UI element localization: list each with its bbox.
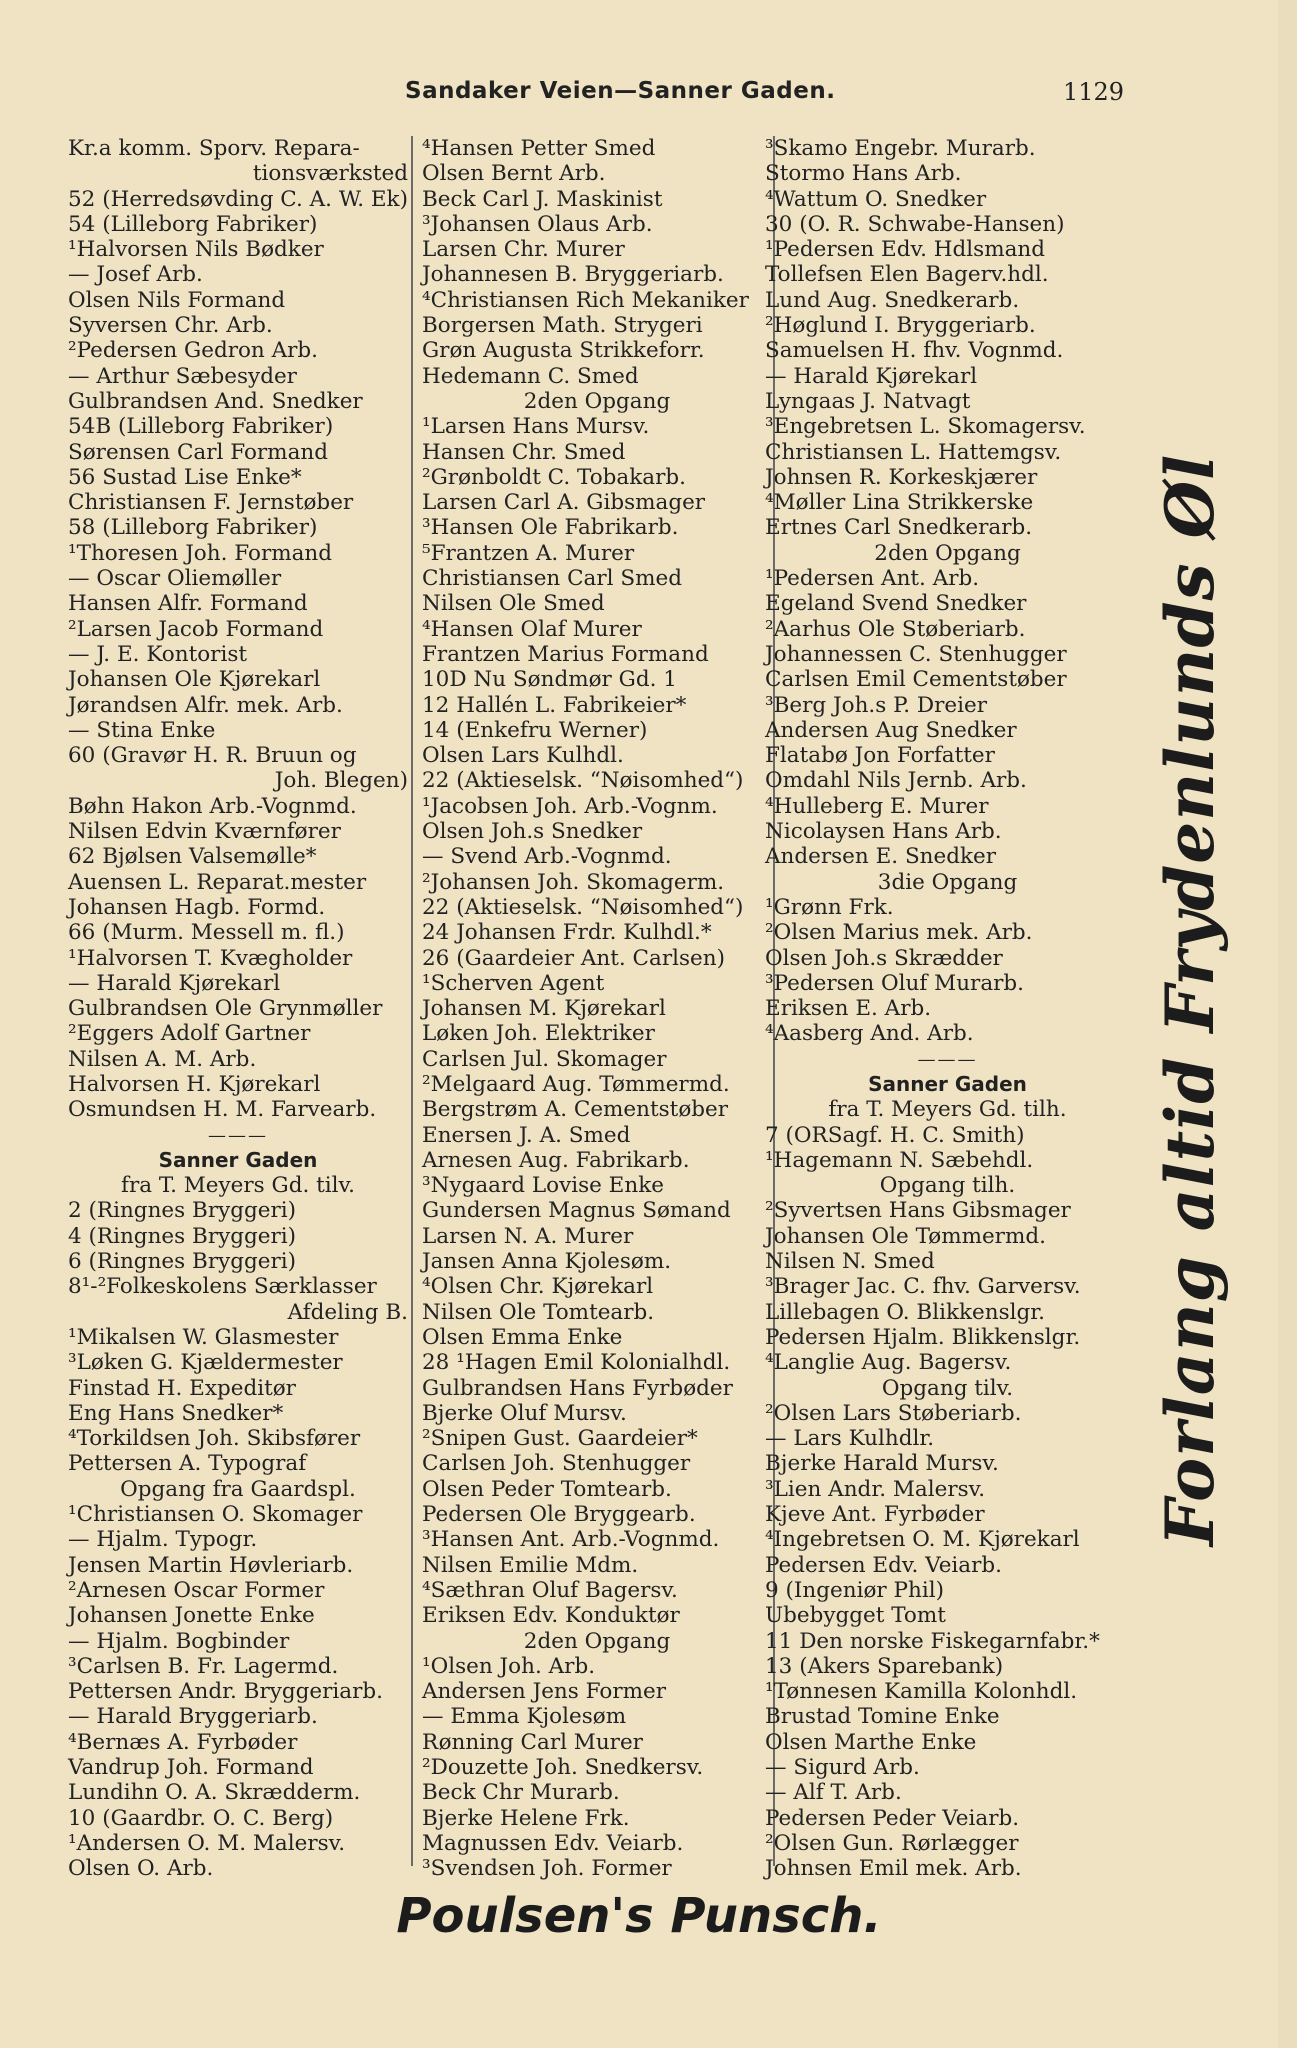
directory-entry: ³Berg Joh.s P. Dreier [765,692,988,718]
directory-entry: 30 (O. R. Schwabe-Hansen) [765,211,1065,237]
directory-entry: ³Johansen Olaus Arb. [422,211,653,237]
directory-entry: ³Svendsen Joh. Former [422,1856,672,1882]
directory-entry: fra T. Meyers Gd. tilv. [121,1173,355,1199]
directory-entry: Johansen Ole Tømmermd. [765,1223,1046,1249]
directory-entry: fra T. Meyers Gd. tilh. [828,1097,1067,1123]
directory-entry: ⁴Torkildsen Joh. Skibsfører [68,1426,361,1452]
directory-entry: Pedersen Hjalm. Blikkenslgr. [765,1324,1081,1350]
directory-entry: 13 (Akers Sparebank) [765,1653,1004,1679]
directory-entry: Gulbrandsen Ole Grynmøller [68,996,383,1022]
directory-entry: Syversen Chr. Arb. [68,313,273,339]
directory-entry: ⁴Christiansen Rich Mekaniker [422,287,749,313]
directory-entry: Olsen O. Arb. [68,1856,214,1882]
directory-entry: ²Melgaard Aug. Tømmermd. [422,1071,730,1097]
section-separator: ——— [917,1048,978,1070]
directory-entry: ¹Pedersen Edv. Hdlsmand [765,237,1046,263]
directory-entry: ³Carlsen B. Fr. Lagermd. [68,1653,339,1679]
directory-entry: ¹Olsen Joh. Arb. [422,1653,596,1679]
directory-entry: Lundihn O. A. Skrædderm. [68,1780,361,1806]
directory-entry: Jensen Martin Høvleriarb. [68,1552,354,1578]
directory-entry: Larsen N. A. Murer [422,1223,634,1249]
directory-entry: ³Hansen Ant. Arb.-Vognmd. [422,1527,720,1553]
directory-entry: ¹Jacobsen Joh. Arb.-Vognm. [422,793,718,819]
directory-entry: Christiansen L. Hattemgsv. [765,439,1062,465]
directory-entry: Olsen Nils Formand [68,287,286,313]
directory-entry: Gulbrandsen And. Snedker [68,388,363,414]
directory-entry: — Alf T. Arb. [765,1780,902,1806]
directory-entry: ²Grønboldt C. Tobakarb. [422,464,686,490]
directory-entry: 2den Opgang [874,540,1021,566]
directory-entry: ⁴Hansen Olaf Murer [422,616,642,642]
vertical-advertisement: Forlang altid Frydenlunds Øl [1151,453,1229,1547]
directory-entry: Andersen E. Snedker [765,844,997,870]
directory-entry: Osmundsen H. M. Farvearb. [68,1097,377,1123]
directory-entry: 7 (ORSagf. H. C. Smith) [765,1122,1025,1148]
directory-entry: Joh. Blegen) [274,768,408,794]
directory-entry: Olsen Marthe Enke [765,1729,977,1755]
directory-entry: Johansen Jonette Enke [68,1603,315,1629]
directory-entry: Johansen Hagb. Formd. [68,894,326,920]
directory-entry: ³Lien Andr. Malersv. [765,1476,986,1502]
directory-entry: ⁴Møller Lina Strikkerske [765,490,1034,516]
directory-entry: Gulbrandsen Hans Fyrbøder [422,1375,733,1401]
directory-entry: Sørensen Carl Formand [68,439,328,465]
directory-entry: 56 Sustad Lise Enke* [68,464,302,490]
directory-entry: ²Olsen Lars Støberiarb. [765,1400,1022,1426]
directory-entry: Carlsen Joh. Stenhugger [422,1451,691,1477]
directory-entry: 3die Opgang [877,869,1018,895]
directory-entry: ¹Grønn Frk. [765,894,894,920]
directory-entry: ²Aarhus Ole Støberiarb. [765,616,1026,642]
directory-entry: Eriksen Edv. Konduktør [422,1603,680,1629]
directory-entry: Jørandsen Alfr. mek. Arb. [68,692,343,718]
directory-entry: ³Hansen Ole Fabrikarb. [422,515,679,541]
directory-entry: Johansen M. Kjørekarl [422,996,666,1022]
page-header [0,78,1278,114]
directory-entry: ¹Larsen Hans Mursv. [422,414,650,440]
section-heading: Sanner Gaden [158,1147,318,1172]
directory-entry: Nilsen Ole Tomtearb. [422,1299,655,1325]
directory-entry: Johannessen C. Stenhugger [765,641,1067,667]
directory-entry: Magnussen Edv. Veiarb. [422,1830,684,1856]
running-title: Sandaker Veien—Sanner Gaden. [405,78,836,104]
directory-entry: ³Løken G. Kjældermester [68,1350,343,1376]
directory-entry: 22 (Aktieselsk. “Nøisomhed“) [422,768,744,794]
directory-entry: 12 Hallén L. Fabrikeier* [422,692,687,718]
directory-entry: ⁴Aasberg And. Arb. [765,1021,974,1047]
directory-entry: 60 (Gravør H. R. Bruun og [68,743,357,769]
directory-entry: ⁴Bernæs A. Fyrbøder [68,1729,298,1755]
directory-entry: Larsen Chr. Murer [422,237,625,263]
directory-entry: 10D Nu Søndmør Gd. 1 [422,667,677,693]
directory-entry: Grøn Augusta Strikkeforr. [422,338,705,364]
directory-entry: Hansen Alfr. Formand [68,591,308,617]
directory-entry: Brustad Tomine Enke [765,1704,1000,1730]
directory-entry: Bjerke Oluf Mursv. [422,1400,627,1426]
directory-entry: ⁴Hulleberg E. Murer [765,793,989,819]
directory-entry: Olsen Lars Kulhdl. [422,743,624,769]
directory-entry: Christiansen F. Jernstøber [68,490,354,516]
directory-entry: Eng Hans Snedker* [68,1400,284,1426]
directory-entry: ²Olsen Marius mek. Arb. [765,920,1033,946]
directory-entry: Arnesen Aug. Fabrikarb. [422,1147,690,1173]
directory-entry: ⁴Langlie Aug. Bagersv. [765,1350,1012,1376]
directory-entry: ²Eggers Adolf Gartner [68,1021,311,1047]
directory-entry: ¹Halvorsen Nils Bødker [68,237,324,263]
directory-entry: ²Høglund I. Bryggeriarb. [765,313,1036,339]
column-3 [765,136,1130,1881]
directory-entry: Andersen Jens Former [422,1679,666,1705]
directory-entry: 8¹-²Folkeskolens Særklasser [68,1274,377,1300]
directory-entry: 2 (Ringnes Bryggeri) [68,1198,297,1224]
directory-entry: 54 (Lilleborg Fabriker) [68,211,318,237]
directory-entry: Beck Chr Murarb. [422,1780,620,1806]
directory-entry: ¹Christiansen O. Skomager [68,1502,363,1528]
directory-entry: ¹Thoresen Joh. Formand [68,540,333,566]
directory-entry: Hedemann C. Smed [422,363,639,389]
directory-entry: 66 (Murm. Messell m. fl.) [68,920,345,946]
directory-entry: Kjeve Ant. Fyrbøder [765,1502,985,1528]
directory-entry: ⁴Ingebretsen O. M. Kjørekarl [765,1527,1080,1553]
page-number: 1129 [1063,78,1125,106]
directory-entry: Olsen Peder Tomtearb. [422,1476,672,1502]
directory-entry: tionsværksted [252,161,408,187]
directory-entry: Frantzen Marius Formand [422,641,709,667]
directory-entry: 2den Opgang [523,1628,671,1654]
directory-entry: 4 (Ringnes Bryggeri) [68,1223,297,1249]
directory-entry: 28 ¹Hagen Emil Kolonialhdl. [422,1350,731,1376]
directory-entry: 6 (Ringnes Bryggeri) [68,1249,297,1275]
directory-entry: Kr.a komm. Sporv. Repara- [68,136,360,161]
directory-entry: Johannesen B. Bryggeriarb. [422,262,724,288]
directory-entry: ⁴Hansen Petter Smed [422,136,656,161]
directory-entry: Borgersen Math. Strygeri [422,313,703,339]
column-1 [68,136,408,1881]
directory-entry: ²Douzette Joh. Snedkersv. [422,1755,704,1780]
directory-entry: 22 (Aktieselsk. “Nøisomhed“) [422,894,744,920]
directory-entry: Nilsen Ole Smed [422,591,605,617]
directory-entry: Finstad H. Expeditør [68,1375,296,1401]
directory-entry: Nilsen A. M. Arb. [68,1046,257,1072]
directory-entry: Nilsen Emilie Mdm. [422,1552,639,1578]
directory-entry: Nilsen N. Smed [765,1249,935,1275]
directory-entry: Afdeling B. [287,1299,408,1325]
directory-entry: 11 Den norske Fiskegarnfabr.* [765,1628,1100,1654]
directory-entry: Bøhn Hakon Arb.-Vognmd. [68,793,357,819]
directory-entry: Lyngaas J. Natvagt [765,388,971,414]
directory-entry: Lillebagen O. Blikkenslgr. [765,1299,1046,1325]
directory-entry: Opgang tilh. [879,1173,1016,1199]
directory-entry: Tollefsen Elen Bagerv.hdl. [765,262,1049,288]
directory-entry: 26 (Gaardeier Ant. Carlsen) [422,945,725,971]
directory-entry: Gundersen Magnus Sømand [422,1198,731,1224]
directory-entry: Bjerke Helene Frk. [422,1805,630,1831]
directory-entry: Carlsen Emil Cementstøber [765,667,1067,693]
directory-entry: Olsen Joh.s Skrædder [765,945,1003,971]
directory-entry: ²Larsen Jacob Formand [68,616,324,642]
directory-entry: — Harald Kjørekarl [765,363,978,389]
directory-entry: 10 (Gaardbr. O. C. Berg) [68,1805,334,1831]
directory-entry: ²Pedersen Gedron Arb. [68,338,319,364]
column-2 [422,136,772,1881]
directory-entry: ⁴Wattum O. Snedker [765,186,987,212]
directory-entry: Nilsen Edvin Kværnfører [68,819,341,845]
directory-entry: 24 Johansen Frdr. Kulhdl.* [422,920,712,946]
directory-entry: ²Arnesen Oscar Former [68,1577,325,1603]
directory-entry: ²Syvertsen Hans Gibsmager [765,1198,1071,1224]
directory-entry: Pedersen Ole Bryggearb. [422,1502,696,1528]
directory-entry: ³Nygaard Lovise Enke [422,1173,664,1199]
directory-entry: ¹Halvorsen T. Kvægholder [68,945,353,971]
directory-entry: — Svend Arb.-Vognmd. [422,844,672,870]
directory-entry: ¹Pedersen Ant. Arb. [765,566,980,592]
directory-entry: — Hjalm. Bogbinder [68,1628,290,1654]
directory-entry: Pettersen A. Typograf [68,1451,307,1477]
directory-entry: 62 Bjølsen Valsemølle* [68,844,317,870]
directory-entry: Pedersen Edv. Veiarb. [765,1552,1002,1578]
directory-entry: Auensen L. Reparat.mester [68,869,367,895]
directory-entry: Vandrup Joh. Formand [68,1755,314,1780]
directory-entry: Lund Aug. Snedkerarb. [765,287,1020,313]
directory-entry: Johnsen R. Korkeskjærer [765,464,1038,490]
directory-entry: Beck Carl J. Maskinist [422,186,663,212]
directory-entry: — Oscar Oliemøller [68,566,282,592]
directory-entry: 2den Opgang [523,388,671,414]
directory-entry: ³Engebretsen L. Skomagersv. [765,414,1086,440]
directory-entry: Pettersen Andr. Bryggeriarb. [68,1679,383,1705]
directory-entry: Bjerke Harald Mursv. [765,1451,999,1477]
directory-entry: Egeland Svend Snedker [765,591,1027,617]
directory-entry: — Arthur Sæbesyder [68,363,297,389]
directory-entry: Ubebygget Tomt [765,1603,946,1629]
directory-entry: Christiansen Carl Smed [422,566,682,592]
directory-entry: ¹Mikalsen W. Glasmester [68,1324,339,1350]
directory-entry: ⁴Olsen Chr. Kjørekarl [422,1274,654,1300]
directory-entry: Carlsen Jul. Skomager [422,1046,667,1072]
directory-entry: Hansen Chr. Smed [422,439,626,465]
directory-entry: Andersen Aug Snedker [765,717,1017,743]
directory-entry: ¹Hagemann N. Sæbehdl. [765,1147,1034,1173]
directory-entry: Pedersen Peder Veiarb. [765,1805,1020,1831]
directory-entry: — Lars Kulhdlr. [765,1426,935,1452]
directory-entry: 9 (Ingeniør Phil) [765,1577,944,1603]
directory-entry: ³Skamo Engebr. Murarb. [765,136,1036,161]
directory-entry: Løken Joh. Elektriker [422,1021,655,1047]
directory-entry: ⁴Sæthran Oluf Bagersv. [422,1577,678,1603]
directory-entry: Johnsen Emil mek. Arb. [765,1856,1022,1882]
directory-entry: Ertnes Carl Snedkerarb. [765,515,1033,541]
directory-entry: ²Johansen Joh. Skomagerm. [422,869,725,895]
directory-entry: Omdahl Nils Jernb. Arb. [765,768,1027,794]
directory-entry: Bergstrøm A. Cementstøber [422,1097,729,1123]
directory-entry: 58 (Lilleborg Fabriker) [68,515,318,541]
directory-entry: — Harald Kjørekarl [68,970,281,996]
directory-entry: Flatabø Jon Forfatter [765,743,995,769]
section-separator: ——— [208,1124,268,1146]
directory-entry: 52 (Herredsøvding C. A. W. Ek) [68,186,408,212]
directory-entry: — J. E. Kontorist [68,641,248,667]
directory-entry: Johansen Ole Kjørekarl [68,667,321,693]
bottom-advertisement: Poulsen's Punsch. [396,1888,882,1944]
directory-entry: ²Snipen Gust. Gaardeier* [422,1426,698,1452]
directory-entry: Larsen Carl A. Gibsmager [422,490,706,516]
directory-entry: Olsen Emma Enke [422,1324,623,1350]
directory-entry: Halvorsen H. Kjørekarl [68,1071,321,1097]
directory-entry: Nicolaysen Hans Arb. [765,819,1002,845]
page-edge [1278,0,1297,2048]
directory-entry: Jansen Anna Kjolesøm. [422,1249,672,1275]
directory-entry: ²Olsen Gun. Rørlægger [765,1830,1019,1856]
directory-entry: — Hjalm. Typogr. [68,1527,258,1553]
directory-entry: Opgang tilv. [881,1375,1014,1401]
directory-entry: — Stina Enke [68,717,216,743]
directory-entry: Opgang fra Gaardspl. [120,1476,356,1502]
column-rule [411,136,413,1866]
directory-entry: — Josef Arb. [68,262,203,288]
directory-entry: 14 (Enkefru Werner) [422,717,648,743]
directory-entry: ¹Andersen O. M. Malersv. [68,1830,346,1856]
directory-entry: ³Pedersen Oluf Murarb. [765,970,1025,996]
section-heading: Sanner Gaden [868,1071,1027,1096]
directory-entry: ⁵Frantzen A. Murer [422,540,635,566]
directory-entry: Olsen Joh.s Snedker [422,819,643,845]
directory-entry: Rønning Carl Murer [422,1729,643,1755]
directory-entry: Eriksen E. Arb. [765,996,932,1022]
directory-entry: Enersen J. A. Smed [422,1122,631,1148]
directory-entry: Samuelsen H. fhv. Vognmd. [765,338,1064,364]
directory-entry: 54B (Lilleborg Fabriker) [68,414,334,440]
directory-entry: — Sigurd Arb. [765,1755,920,1780]
directory-entry: ³Brager Jac. C. fhv. Garversv. [765,1274,1081,1300]
directory-entry: — Harald Bryggeriarb. [68,1704,318,1730]
directory-entry: — Emma Kjolesøm [422,1704,627,1730]
directory-entry: Olsen Bernt Arb. [422,161,606,187]
directory-entry: Stormo Hans Arb. [765,161,962,187]
directory-entry: ¹Scherven Agent [422,970,605,996]
directory-entry: ¹Tønnesen Kamilla Kolonhdl. [765,1679,1078,1705]
